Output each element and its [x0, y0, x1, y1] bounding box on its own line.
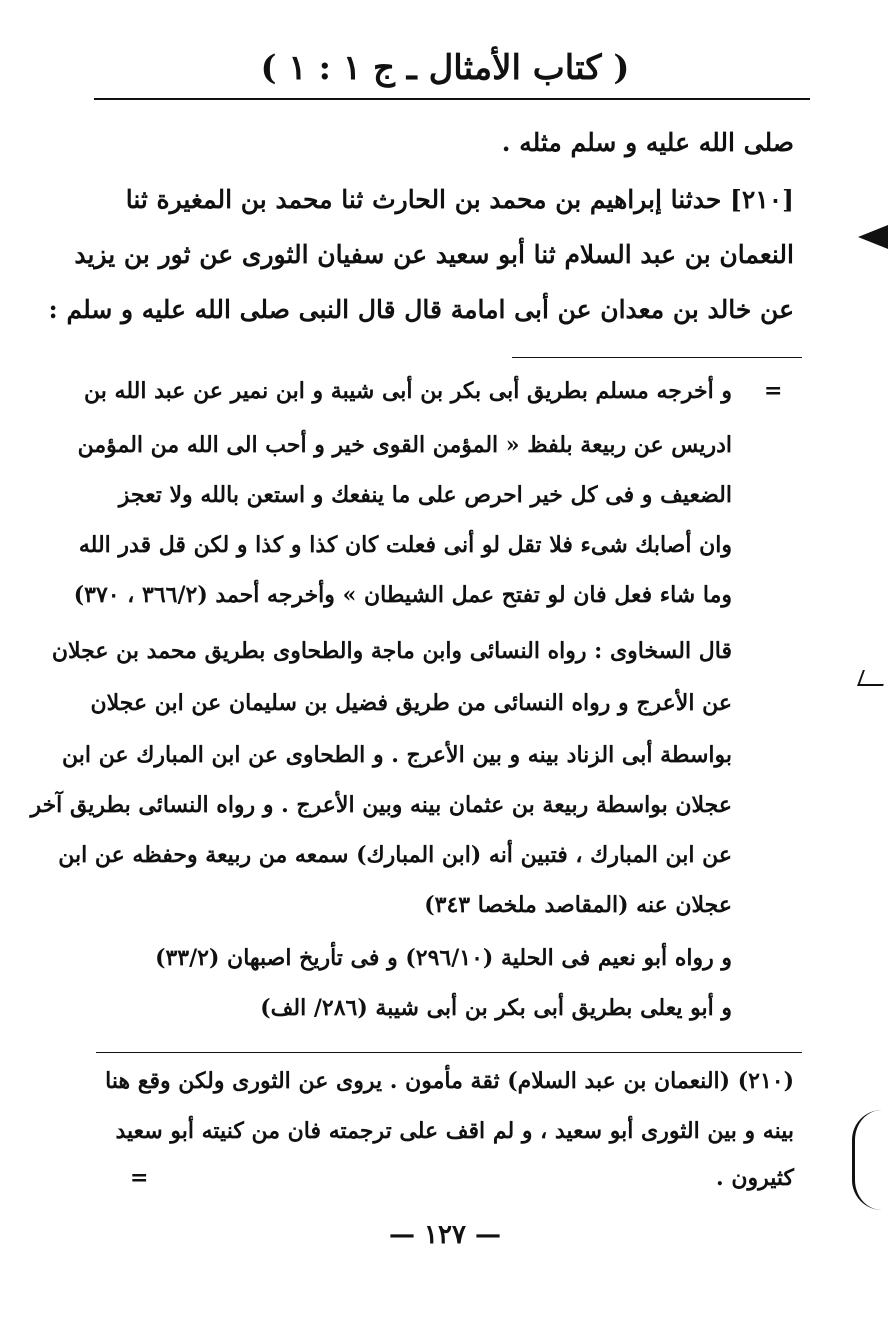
- footnote-line: الضعيف و فى كل خير احرص على ما ينفعك و استعن بالله ولا تعجز: [118, 482, 732, 508]
- footnote-line: عن الأعرج و رواه النسائى من طريق فضيل بن سليمان عن ابن عجلان: [90, 690, 732, 716]
- footnote-line: ادريس عن ربيعة بلفظ « المؤمن القوى خير و أحب الى الله من المؤمن: [77, 432, 732, 458]
- end-marker: =: [130, 1165, 149, 1191]
- footnote-line: و رواه أبو نعيم فى الحلية (٢٩٦/١٠) و فى تأريخ اصبهان (٣٣/٢): [155, 945, 732, 971]
- footnote-line: عجلان عنه (المقاصد ملخصا ٣٤٣): [424, 892, 732, 918]
- running-head: ( كتاب الأمثال ـ ج ١ : ١ ): [260, 48, 630, 88]
- footnote-line: و أخرجه مسلم بطريق أبى بكر بن أبى شيبة و ابن نمير عن عبد الله بن: [84, 378, 732, 404]
- footnote-line: عجلان بواسطة ربيعة بن عثمان بينه وبين الأعرج . و رواه النسائى بطريق آخر: [30, 792, 732, 818]
- note-line: كثيرون .: [716, 1165, 794, 1191]
- main-text-line: النعمان بن عبد السلام ثنا أبو سعيد عن سفيان الثورى عن ثور بن يزيد: [74, 240, 794, 269]
- footnote-line: عن ابن المبارك ، فتبين أنه (ابن المبارك) سمعه من ربيعة وحفظه عن ابن: [58, 842, 732, 868]
- margin-tick-mark: [857, 670, 889, 686]
- footnote-separator-rule: [512, 357, 802, 358]
- margin-bracket-mark: [852, 1110, 885, 1210]
- footnote-line: قال السخاوى : رواه النسائى وابن ماجة والطحاوى بطريق محمد بن عجلان: [51, 638, 732, 664]
- page-number: — ١٢٧ —: [388, 1220, 502, 1250]
- continuation-marker: =: [764, 378, 783, 404]
- note-line: بينه و بين الثورى أبو سعيد ، و لم اقف على ترجمته فان من كنيته أبو سعيد: [115, 1118, 794, 1144]
- footnote-line: بواسطة أبى الزناد بينه و بين الأعرج . و الطحاوى عن ابن المبارك عن ابن: [62, 742, 732, 768]
- footnote-line: و أبو يعلى بطريق أبى بكر بن أبى شيبة (٢٨٦/ الف): [260, 995, 732, 1021]
- header-rule: [94, 98, 810, 100]
- footnote-line: وان أصابك شىء فلا تقل لو أنى فعلت كان كذا و كذا و لكن قل قدر الله: [78, 532, 732, 558]
- notes-separator-rule: [96, 1052, 802, 1053]
- footnote-line: وما شاء فعل فان لو تفتح عمل الشيطان » وأخرجه أحمد (٣٦٦/٢ ، ٣٧٠): [73, 582, 732, 608]
- note-line: (٢١٠) (النعمان بن عبد السلام) ثقة مأمون . يروى عن الثورى ولكن وقع هنا: [105, 1068, 794, 1094]
- main-text-line: صلى الله عليه و سلم مثله .: [501, 128, 794, 157]
- margin-arrow-mark: [858, 225, 888, 249]
- main-text-line: [٢١٠] حدثنا إبراهيم بن محمد بن الحارث ثنا محمد بن المغيرة ثنا: [125, 185, 794, 214]
- main-text-line: عن خالد بن معدان عن أبى امامة قال قال النبى صلى الله عليه و سلم :: [48, 295, 794, 324]
